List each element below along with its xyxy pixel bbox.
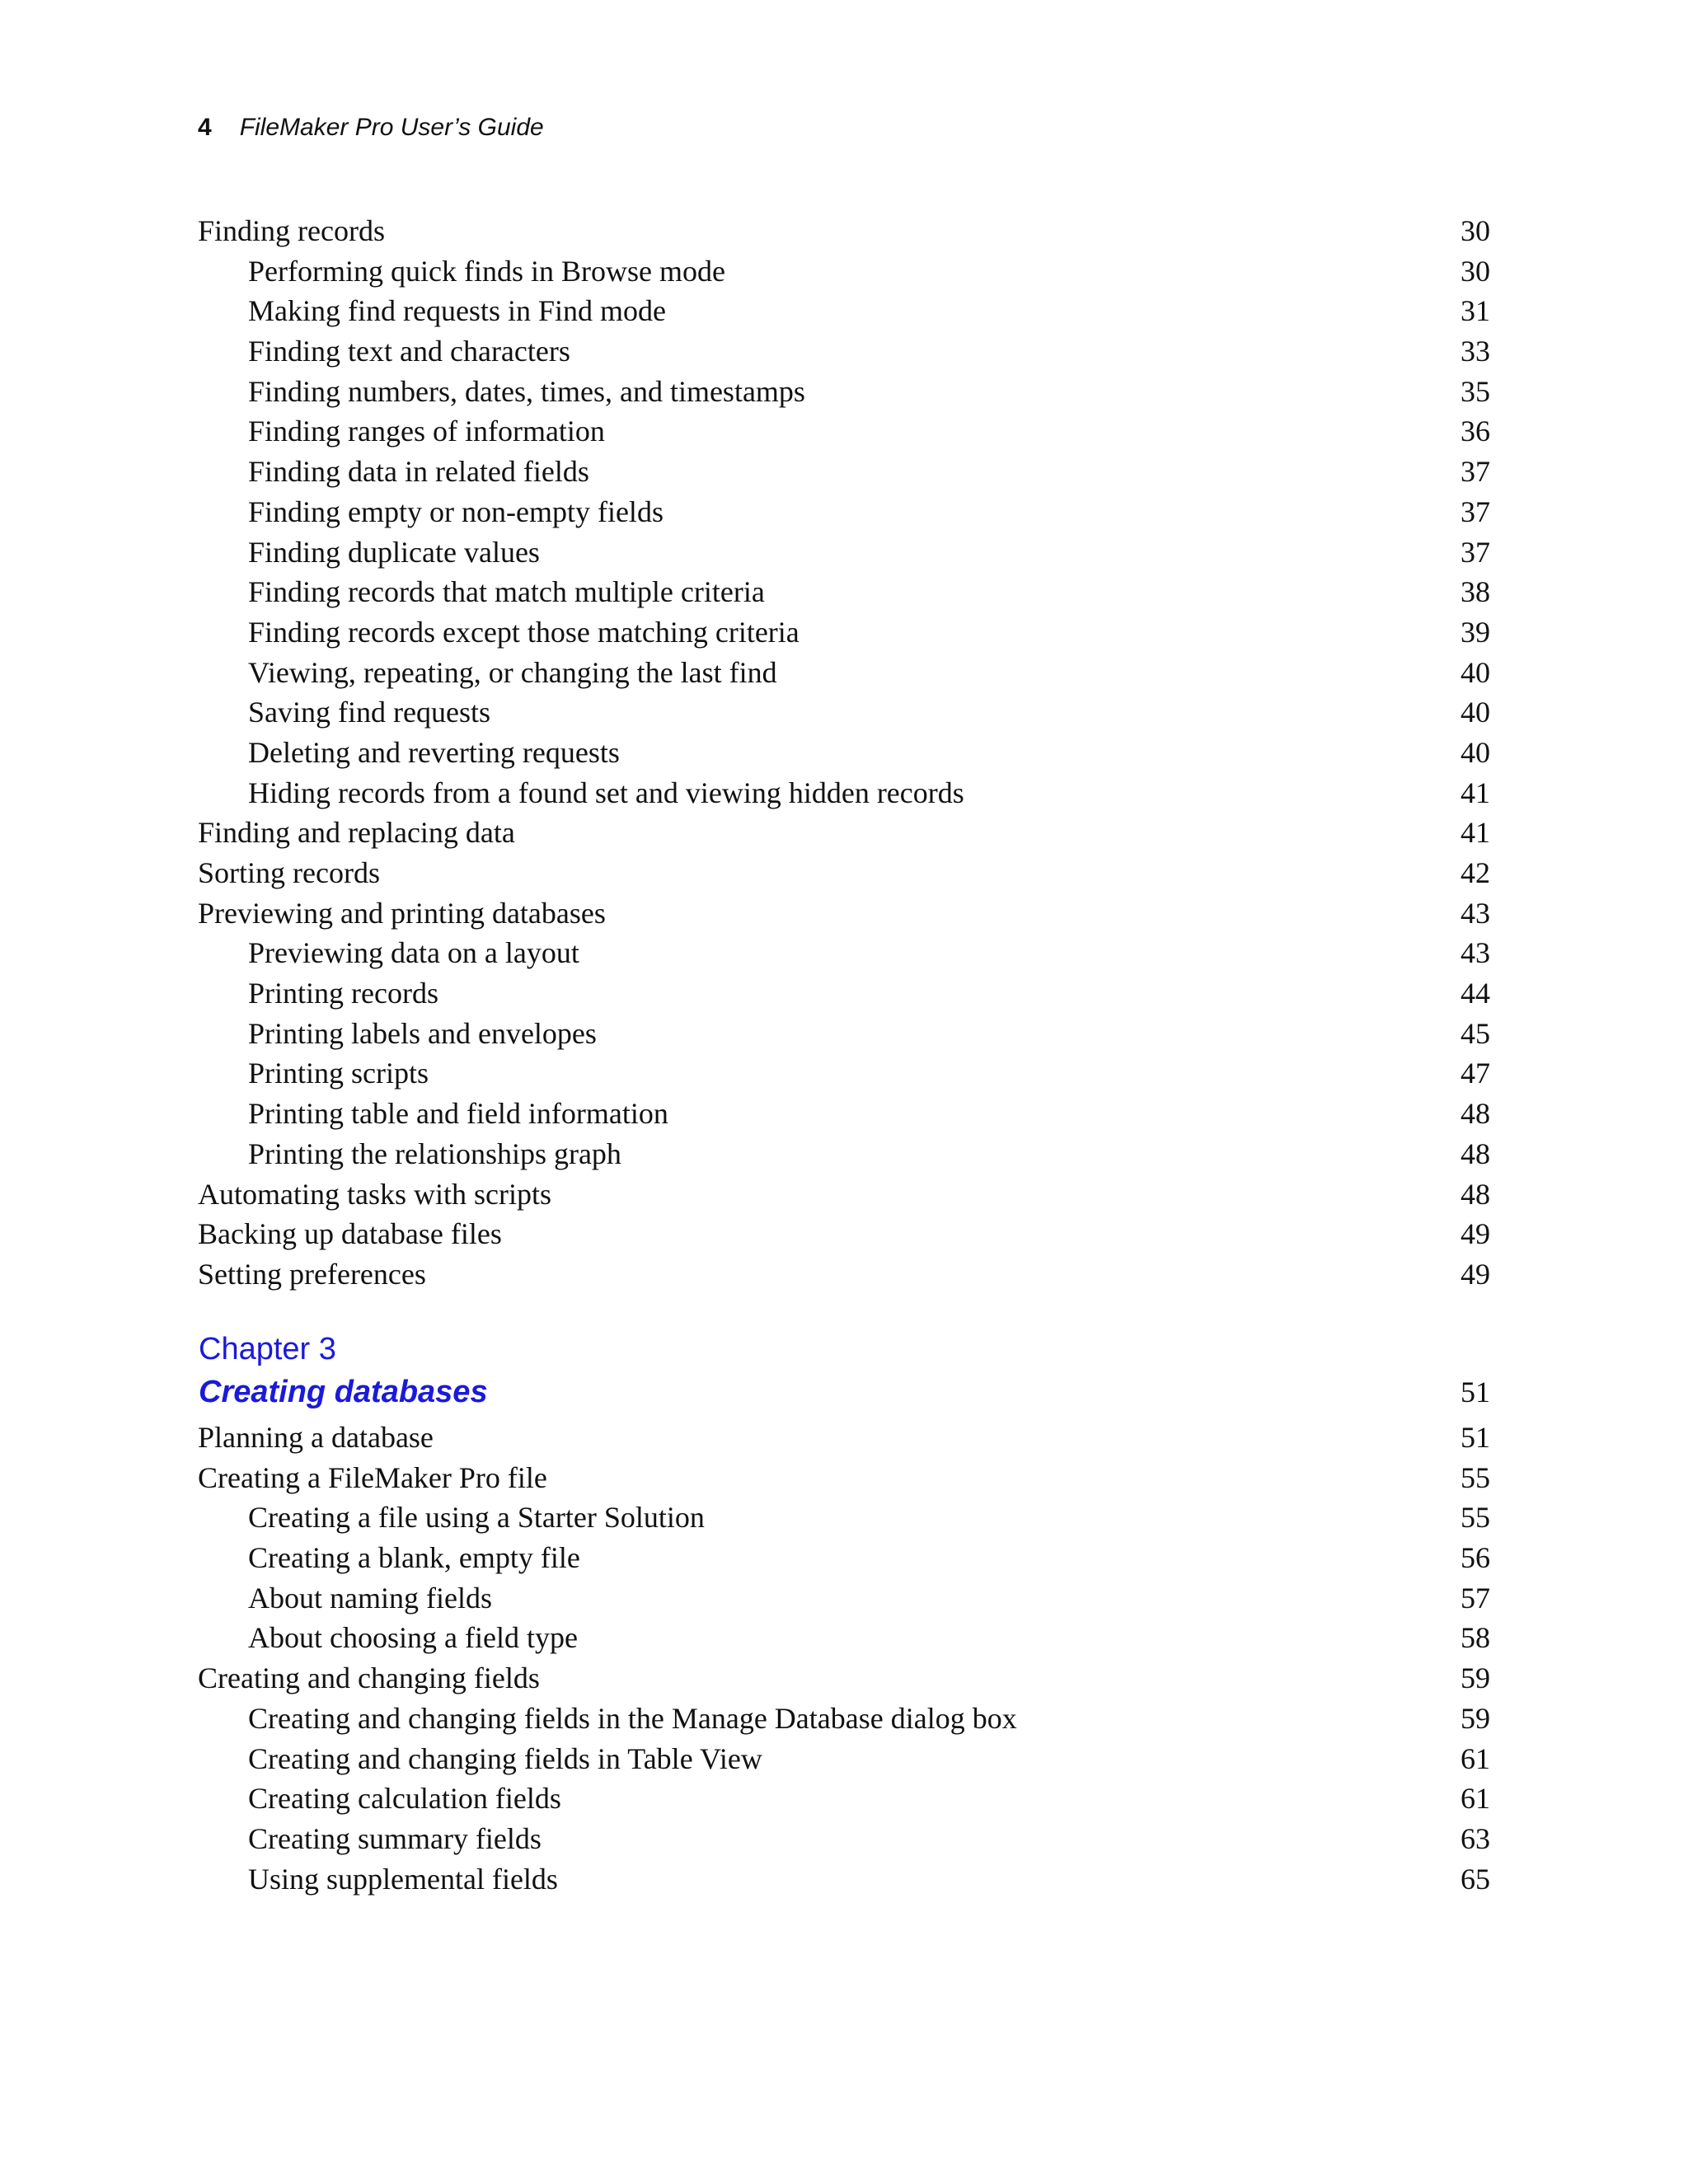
toc-entry-page-number: 41: [1461, 816, 1490, 850]
toc-entry-page-number: 30: [1461, 254, 1490, 288]
toc-entry-title: Planning a database: [198, 1421, 434, 1454]
toc-entry-title: Sorting records: [198, 856, 380, 889]
chapter-heading[interactable]: [199, 1371, 1490, 1413]
toc-entry-page-number: 48: [1461, 1097, 1490, 1131]
toc-entry-title: Performing quick finds in Browse mode: [248, 254, 725, 288]
page-number: 4: [198, 114, 212, 141]
toc-entry-title: Printing scripts: [248, 1057, 429, 1090]
toc-section-chapter-2: [198, 211, 1490, 1295]
toc-entry-page-number: 59: [1461, 1701, 1490, 1735]
toc-subentry[interactable]: [198, 933, 1490, 973]
toc-entry-title: Viewing, repeating, or changing the last find: [248, 655, 777, 689]
toc-entry-page-number: 41: [1461, 776, 1490, 809]
toc-entry-title: Creating a file using a Starter Solution: [248, 1501, 705, 1535]
toc-entry-title: Printing labels and envelopes: [248, 1016, 597, 1050]
toc-entry-title: Finding ranges of information: [248, 415, 605, 448]
toc-entry[interactable]: [198, 1458, 1490, 1498]
toc-entry[interactable]: [198, 853, 1490, 893]
toc-entry-page-number: 57: [1461, 1581, 1490, 1615]
toc-entry-title: Finding text and characters: [248, 335, 570, 368]
toc-entry-title: Creating calculation fields: [248, 1782, 561, 1816]
chapter-title[interactable]: Creating databases: [199, 1375, 488, 1409]
toc-entry-page-number: 58: [1461, 1621, 1490, 1655]
toc-entry-title: Backing up database files: [198, 1217, 502, 1251]
toc-entry-page-number: 45: [1461, 1016, 1490, 1050]
toc-entry-title: About choosing a field type: [248, 1621, 578, 1655]
toc-entry-page-number: 40: [1461, 655, 1490, 689]
toc-entry-title: Printing records: [248, 977, 438, 1010]
toc-entry-page-number: 48: [1461, 1137, 1490, 1170]
toc-entry[interactable]: [198, 1658, 1490, 1699]
toc-subentry[interactable]: [198, 653, 1490, 693]
toc-entry-page-number: 35: [1461, 374, 1490, 408]
toc-entry-title: Previewing and printing databases: [198, 896, 606, 930]
toc-section-chapter-3: [198, 1418, 1490, 1899]
toc-entry-title: Automating tasks with scripts: [198, 1177, 551, 1211]
toc-entry[interactable]: [198, 211, 1490, 251]
toc-entry-page-number: 37: [1461, 455, 1490, 489]
toc-entry-page-number: 55: [1461, 1501, 1490, 1535]
toc-entry-title: Finding and replacing data: [198, 816, 515, 850]
toc-entry-title: Finding records that match multiple criteria: [248, 575, 765, 609]
toc-entry-page-number: 37: [1461, 535, 1490, 569]
toc-subentry[interactable]: [198, 1699, 1490, 1739]
toc-entry-title: Creating a FileMaker Pro file: [198, 1460, 547, 1494]
toc-subentry[interactable]: [198, 1819, 1490, 1859]
toc-entry-title: Hiding records from a found set and viewing hidden records: [248, 776, 964, 809]
toc-entry-page-number: 33: [1461, 335, 1490, 368]
toc-entry-page-number: 56: [1461, 1541, 1490, 1575]
toc-entry-page-number: 61: [1461, 1741, 1490, 1775]
toc-entry-title: Setting preferences: [198, 1257, 426, 1291]
toc-subentry[interactable]: [198, 1134, 1490, 1174]
toc-entry-page-number: 44: [1461, 977, 1490, 1010]
toc-subentry[interactable]: [198, 532, 1490, 573]
toc-entry-page-number: 40: [1461, 696, 1490, 729]
toc-entry-title: Creating summary fields: [248, 1821, 542, 1855]
toc-subentry[interactable]: [198, 692, 1490, 733]
toc-entry-title: Finding numbers, dates, times, and timestamps: [248, 374, 805, 408]
toc-entry-title: Saving find requests: [248, 696, 490, 729]
toc-subentry[interactable]: [198, 1094, 1490, 1134]
toc-subentry[interactable]: [198, 1739, 1490, 1779]
toc-subentry[interactable]: [198, 1779, 1490, 1819]
toc-entry-title: About naming fields: [248, 1581, 492, 1615]
toc-subentry[interactable]: [198, 1053, 1490, 1094]
toc-entry-page-number: 51: [1461, 1421, 1490, 1454]
toc-entry-page-number: 30: [1461, 214, 1490, 247]
toc-subentry[interactable]: [198, 1014, 1490, 1054]
toc-subentry[interactable]: [198, 372, 1490, 412]
toc-entry[interactable]: [198, 1254, 1490, 1295]
toc-entry-page-number: 65: [1461, 1862, 1490, 1896]
toc-entry-page-number: 61: [1461, 1782, 1490, 1816]
toc-entry-title: Deleting and reverting requests: [248, 735, 620, 769]
toc-entry-title: Finding records: [198, 214, 385, 247]
toc-subentry[interactable]: [198, 492, 1490, 532]
toc-entry-page-number: 42: [1461, 856, 1490, 889]
toc-entry-title: Finding records except those matching criteria: [248, 615, 799, 649]
toc-entry-page-number: 43: [1461, 896, 1490, 930]
toc-subentry[interactable]: [198, 1497, 1490, 1538]
book-title: FileMaker Pro User’s Guide: [239, 114, 544, 141]
toc-subentry[interactable]: [198, 411, 1490, 452]
chapter-page-number: 51: [1461, 1376, 1490, 1408]
toc-entry[interactable]: [198, 893, 1490, 934]
toc-subentry[interactable]: [198, 331, 1490, 372]
toc-entry-title: Finding empty or non-empty fields: [248, 494, 663, 528]
toc-entry-title: Creating a blank, empty file: [248, 1541, 580, 1575]
toc-subentry[interactable]: [198, 1538, 1490, 1578]
toc-subentry[interactable]: [198, 973, 1490, 1014]
toc-subentry[interactable]: [198, 1859, 1490, 1900]
toc-entry-page-number: 49: [1461, 1217, 1490, 1251]
toc-subentry[interactable]: [198, 291, 1490, 331]
toc-entry-page-number: 38: [1461, 575, 1490, 609]
toc-entry-title: Finding duplicate values: [248, 535, 540, 569]
toc-entry[interactable]: [198, 1418, 1490, 1458]
toc-entry[interactable]: [198, 1174, 1490, 1215]
toc-entry-page-number: 49: [1461, 1257, 1490, 1291]
toc-entry-page-number: 59: [1461, 1661, 1490, 1695]
toc-subentry[interactable]: [198, 733, 1490, 773]
toc-entry-title: Previewing data on a layout: [248, 936, 579, 970]
toc-entry-page-number: 47: [1461, 1057, 1490, 1090]
toc-subentry[interactable]: [198, 251, 1490, 292]
toc-subentry[interactable]: [198, 572, 1490, 612]
toc-entry-page-number: 31: [1461, 294, 1490, 328]
toc-subentry[interactable]: [198, 773, 1490, 813]
toc-entry-page-number: 55: [1461, 1460, 1490, 1494]
toc-entry-title: Printing the relationships graph: [248, 1137, 621, 1170]
toc-entry-title: Making find requests in Find mode: [248, 294, 666, 328]
toc-entry-title: Creating and changing fields in the Manage Database dialog box: [248, 1701, 1017, 1735]
toc-entry-page-number: 43: [1461, 936, 1490, 970]
toc-entry-page-number: 39: [1461, 615, 1490, 649]
toc-entry-title: Printing table and field information: [248, 1097, 668, 1131]
toc-entry-page-number: 37: [1461, 494, 1490, 528]
chapter-label: Chapter 3: [199, 1332, 336, 1366]
toc-entry-page-number: 40: [1461, 735, 1490, 769]
toc-entry-page-number: 36: [1461, 415, 1490, 448]
toc-entry[interactable]: [198, 813, 1490, 853]
toc-entry-title: Using supplemental fields: [248, 1862, 558, 1896]
toc-entry-title: Finding data in related fields: [248, 455, 589, 489]
toc-entry-title: Creating and changing fields in Table View: [248, 1741, 762, 1775]
toc-subentry[interactable]: [198, 1578, 1490, 1619]
toc-entry[interactable]: [198, 1214, 1490, 1254]
toc-subentry[interactable]: [198, 452, 1490, 492]
toc-subentry[interactable]: [198, 1618, 1490, 1658]
page-header: [198, 114, 544, 150]
toc-entry-page-number: 48: [1461, 1177, 1490, 1211]
toc-entry-title: Creating and changing fields: [198, 1661, 540, 1695]
toc-entry-page-number: 63: [1461, 1821, 1490, 1855]
toc-subentry[interactable]: [198, 612, 1490, 653]
